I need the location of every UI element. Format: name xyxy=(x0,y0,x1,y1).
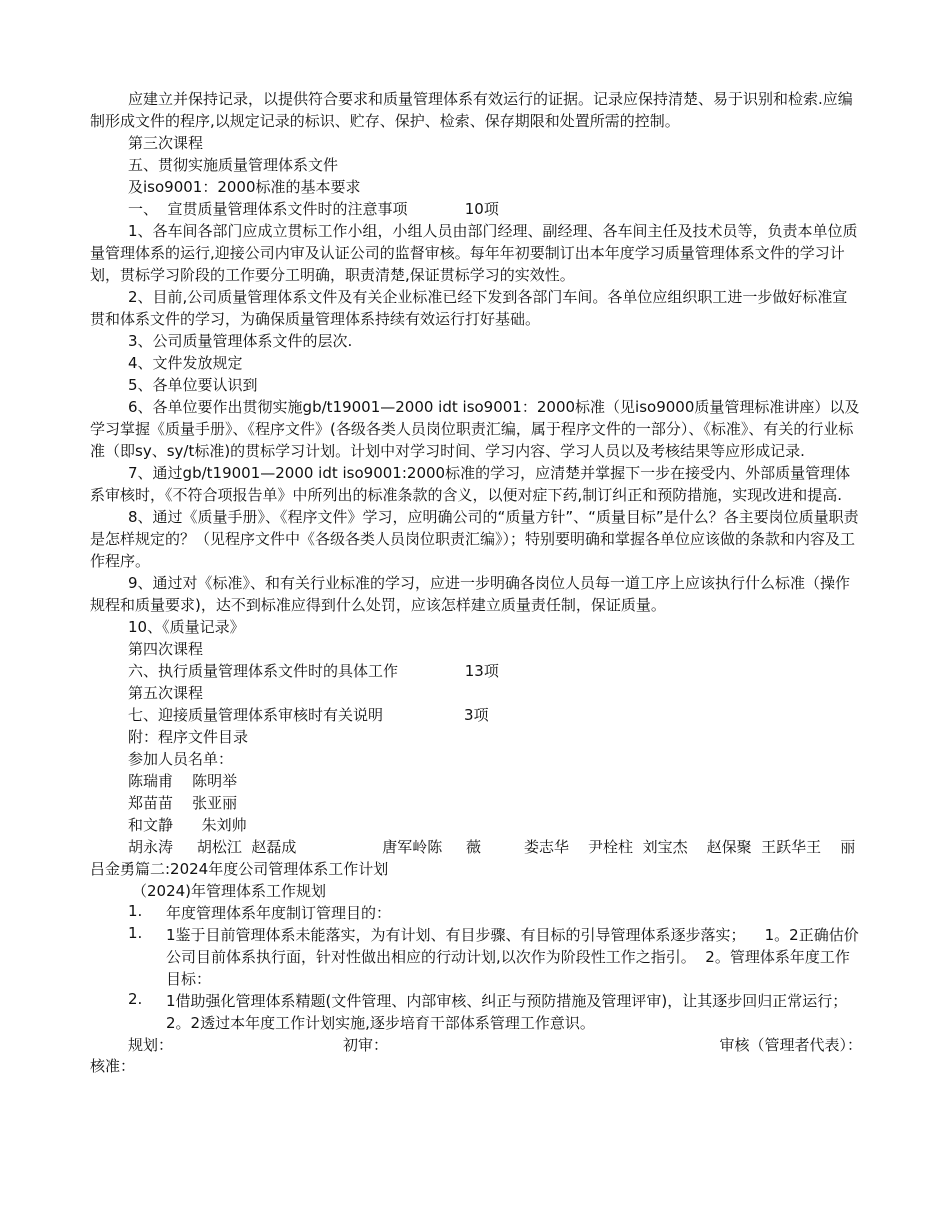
plan-item xyxy=(90,924,862,990)
list-item-10: 10、《质量记录》 xyxy=(128,618,245,636)
signoff-row xyxy=(90,1034,862,1055)
section-five-subheading: 及iso9001：2000标准的基本要求 xyxy=(128,178,361,196)
attendee-row: 和文静 朱刘帅 xyxy=(128,816,247,834)
item-one-heading: 一、 宣贯质量管理体系文件时的注意事项 10项 xyxy=(128,200,499,218)
list-item-3: 3、公司质量管理体系文件的层次. xyxy=(128,332,353,350)
list-item-5: 5、各单位要认识到 xyxy=(128,376,258,394)
plan-item xyxy=(90,990,862,1034)
list-item-1: 1、各车间各部门应成立贯标工作小组，小组人员由部门经理、副经理、各车间主任及技术员等，负责本单位质量管理体系的运行,迎接公司内审及认证公司的监督审核。每年年初要制订出本年度学习质量管理体系文件的学习计划，贯标学习阶段的工作要分工明确，职责清楚,保证贯标学习的实效性。 xyxy=(90,222,858,284)
section-six-heading: 六、执行质量管理体系文件时的具体工作 13项 xyxy=(128,662,499,680)
paragraph-records: 应建立并保持记录，以提供符合要求和质量管理体系有效运行的证据。记录应保持清楚、易于识别和检索.应编制形成文件的程序,以规定记录的标识、贮存、保护、检索、保存期限和处置所需的控制。 xyxy=(90,90,853,130)
plan-item-number: 2. xyxy=(128,990,143,1008)
attendee-row: 陈瑞甫 陈明举 xyxy=(128,772,238,790)
document-page xyxy=(90,88,937,1077)
list-item-4: 4、文件发放规定 xyxy=(128,354,243,372)
attendee-list-label: 参加人员名单： xyxy=(128,750,234,768)
list-item-2: 2、目前,公司质量管理体系文件及有关企业标准已经下发到各部门车间。各单位应组织职工进一步做好标准宣贯和体系文件的学习，为确保质量管理体系持续有效运行打好基础。 xyxy=(90,288,848,328)
list-item-7: 7、通过gb/t19001—2000 idt iso9001:2000标准的学习，应清楚并掌握下一步在接受内、外部质量管理体系审核时，《不符合项报告单》中所列出的标准条款的含义，以便对症下药,制订纠正和预防措施，实现改进和提高. xyxy=(90,464,851,504)
signoff-approve-label: 核准： xyxy=(90,1057,136,1075)
signoff-first-review-label: 初审： xyxy=(343,1036,389,1054)
attendee-row: 胡永涛 胡松江 赵磊成 唐军岭陈 薇 娄志华 尹栓柱 刘宝杰 赵保聚 王跃华王 丽 吕金勇篇二:2024年度公司管理体系工作计划 xyxy=(90,838,937,878)
lesson-five-heading: 第五次课程 xyxy=(128,684,204,702)
signoff-review-label: 审核（管理者代表）： xyxy=(719,1036,862,1054)
plan-title: （2024)年管理体系工作规划 xyxy=(132,882,327,900)
section-seven-heading: 七、迎接质量管理体系审核时有关说明 3项 xyxy=(128,706,489,724)
signoff-plan-label: 规划： xyxy=(128,1036,174,1054)
section-five-heading: 五、贯彻实施质量管理体系文件 xyxy=(128,156,339,174)
plan-item-text: 1鉴于目前管理体系未能落实，为有计划、有目步骤、有目标的引导管理体系逐步落实； 1。2正确估价公司目前体系执行面，针对性做出相应的行动计划,以次作为阶段性工作之指引。 2。管理体系年度工作目标： xyxy=(166,926,859,988)
plan-item-number: 1. xyxy=(128,902,143,920)
lesson-three-heading: 第三次课程 xyxy=(128,134,204,152)
list-item-9: 9、通过对《标准》、和有关行业标准的学习，应进一步明确各岗位人员每一道工序上应该执行什么标准（操作规程和质量要求)，达不到标准应得到什么处罚，应该怎样建立质量责任制，保证质量。 xyxy=(90,574,851,614)
plan-item-text: 年度管理体系年度制订管理目的： xyxy=(166,904,392,922)
attendee-row: 郑苗苗 张亚丽 xyxy=(128,794,238,812)
plan-item xyxy=(90,902,862,924)
appendix-line: 附：程序文件目录 xyxy=(128,728,249,746)
list-item-8: 8、通过《质量手册》、《程序文件》学习，应明确公司的“质量方针”、“质量目标”是什么？各主要岗位质量职责是怎样规定的？（见程序文件中《各级各类人员岗位职责汇编》）；特别要明确和掌握各单位应该做的条款和内容及工作程序。 xyxy=(90,508,859,570)
lesson-four-heading: 第四次课程 xyxy=(128,640,204,658)
plan-item-number: 1. xyxy=(128,924,143,942)
list-item-6: 6、各单位要作出贯彻实施gb/t19001—2000 idt iso9001：2000标准（见iso9000质量管理标准讲座）以及学习掌握《质量手册》、《程序文件》(各级各类人员岗位职责汇编，属于程序文件的一部分）、《标准》、有关的行业标准（即sy、sy/t标准)的贯标学习计划。计划中对学习时间、学习内容、学习人员以及考核结果等应形成记录. xyxy=(90,398,860,460)
plan-item-text: 1借助强化管理体系精题(文件管理、内部审核、纠正与预防措施及管理评审)，让其逐步回归正常运行； 2。2透过本年度工作计划实施,逐步培育干部体系管理工作意识。 xyxy=(166,992,857,1032)
